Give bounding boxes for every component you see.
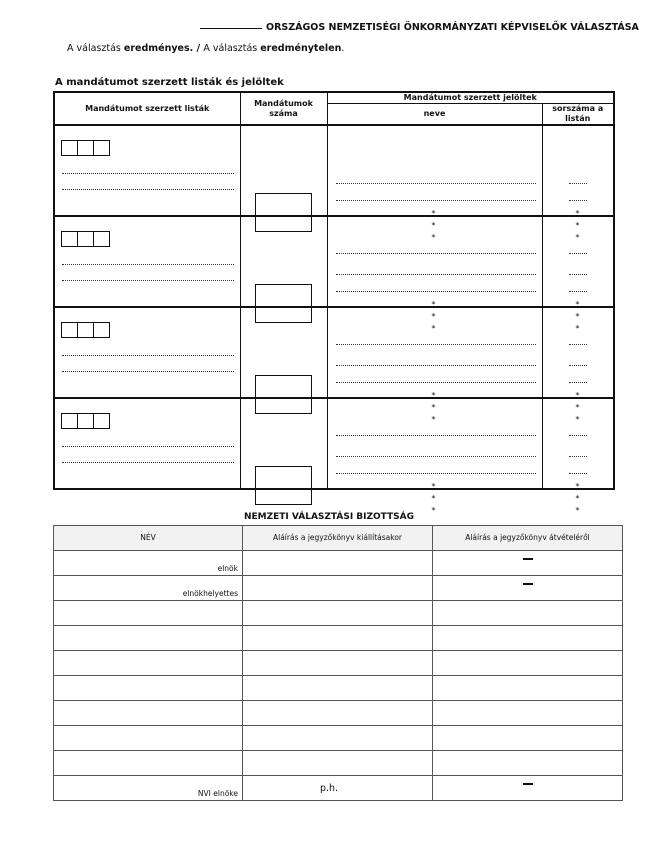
dash-mark	[523, 558, 533, 560]
result-line	[67, 43, 344, 54]
committee-member-name[interactable]: elnök	[54, 551, 243, 576]
order-number-line[interactable]	[569, 344, 587, 345]
candidate-name-line[interactable]	[336, 435, 536, 436]
star-marker: *	[575, 311, 580, 321]
list-name-line[interactable]	[62, 264, 234, 265]
signature-receive-field[interactable]	[433, 626, 623, 651]
signature-issue-field[interactable]	[243, 601, 433, 626]
candidate-name-line[interactable]	[336, 382, 536, 383]
star-marker: *	[431, 299, 436, 309]
list-code-box[interactable]	[93, 322, 110, 338]
result-prefix-2: A választás	[203, 43, 261, 54]
candidate-order-cell	[542, 125, 614, 242]
star-marker: *	[431, 414, 436, 424]
list-code-box[interactable]	[93, 413, 110, 429]
committee-col-name: NÉV	[54, 526, 243, 551]
result-prefix-1: A választás	[67, 43, 124, 54]
list-name-line[interactable]	[62, 446, 234, 447]
committee-row	[54, 601, 623, 626]
candidate-name-line[interactable]	[336, 473, 536, 474]
signature-issue-field[interactable]	[243, 576, 433, 601]
committee-member-name[interactable]	[54, 726, 243, 751]
star-marker: *	[575, 402, 580, 412]
order-number-line[interactable]	[569, 200, 587, 201]
star-marker: *	[575, 414, 580, 424]
mandate-block	[54, 307, 614, 398]
page-header	[200, 22, 640, 33]
list-name-line[interactable]	[62, 355, 234, 356]
candidate-names-cell	[327, 307, 542, 424]
candidate-name-line[interactable]	[336, 253, 536, 254]
star-marker: *	[431, 323, 436, 333]
candidate-names-cell	[327, 216, 542, 333]
committee-member-name[interactable]: NVI elnöke	[54, 776, 243, 801]
star-marker: *	[575, 323, 580, 333]
mandate-block	[54, 216, 614, 307]
col-header-order: sorszáma a listán	[542, 103, 614, 125]
committee-col-sign-issue: Aláírás a jegyzőkönyv kiállításakor	[243, 526, 433, 551]
signature-issue-field[interactable]	[243, 751, 433, 776]
committee-member-name[interactable]: elnökhelyettes	[54, 576, 243, 601]
mandate-count-cell	[240, 398, 327, 489]
header-title: ORSZÁGOS NEMZETISÉGI ÖNKORMÁNYZATI KÉPVISELŐK VÁLASZTÁSA	[266, 22, 639, 33]
result-suffix: .	[341, 43, 345, 54]
star-marker: *	[575, 299, 580, 309]
stamp-placeholder: p.h.	[319, 783, 339, 794]
committee-row	[54, 651, 623, 676]
candidate-order-cell	[542, 307, 614, 424]
committee-member-name[interactable]	[54, 751, 243, 776]
order-number-line[interactable]	[569, 435, 587, 436]
star-marker: *	[575, 232, 580, 242]
candidate-name-line[interactable]	[336, 183, 536, 184]
committee-row	[54, 551, 623, 576]
list-code-boxes[interactable]	[61, 322, 110, 338]
list-code-box[interactable]	[61, 140, 78, 156]
signature-receive-field[interactable]	[433, 701, 623, 726]
col-header-lists: Mandátumot szerzett listák	[54, 92, 240, 125]
signature-issue-field[interactable]	[243, 701, 433, 726]
committee-row	[54, 676, 623, 701]
candidate-order-cell	[542, 216, 614, 333]
signature-issue-field[interactable]	[243, 626, 433, 651]
signature-issue-field[interactable]	[243, 551, 433, 576]
list-code-box[interactable]	[61, 413, 78, 429]
signature-receive-field[interactable]	[433, 601, 623, 626]
list-name-line[interactable]	[62, 173, 234, 174]
star-marker: *	[431, 311, 436, 321]
candidate-name-line[interactable]	[336, 365, 536, 366]
signature-receive-field[interactable]	[433, 651, 623, 676]
committee-row	[54, 626, 623, 651]
mandate-blocks	[54, 125, 614, 515]
list-code-box[interactable]	[93, 140, 110, 156]
star-marker: *	[431, 493, 436, 503]
star-marker: *	[431, 390, 436, 400]
signature-receive-field[interactable]	[433, 551, 623, 576]
star-marker: *	[431, 208, 436, 218]
candidate-name-line[interactable]	[336, 344, 536, 345]
list-name-line[interactable]	[62, 280, 234, 281]
list-code-box[interactable]	[61, 322, 78, 338]
list-code-boxes[interactable]	[61, 231, 110, 247]
signature-receive-field[interactable]	[433, 726, 623, 751]
list-name-line[interactable]	[62, 462, 234, 463]
list-cell	[54, 307, 240, 398]
signature-issue-field[interactable]	[243, 726, 433, 751]
order-number-line[interactable]	[569, 253, 587, 254]
committee-member-name[interactable]	[54, 601, 243, 626]
star-marker: *	[431, 220, 436, 230]
signature-issue-field[interactable]	[243, 676, 433, 701]
header-blank-line[interactable]	[200, 28, 262, 29]
signature-receive-field[interactable]	[433, 676, 623, 701]
dash-mark	[523, 583, 533, 585]
star-marker: *	[431, 402, 436, 412]
list-code-boxes[interactable]	[61, 140, 110, 156]
mandate-count-cell	[240, 125, 327, 216]
list-code-box[interactable]	[77, 322, 94, 338]
committee-row	[54, 576, 623, 601]
committee-row	[54, 726, 623, 751]
result-unsuccessful[interactable]: eredménytelen	[260, 43, 342, 54]
mandate-count-cell	[240, 216, 327, 307]
star-marker: *	[575, 505, 580, 515]
list-name-line[interactable]	[62, 189, 234, 190]
order-number-line[interactable]	[569, 365, 587, 366]
order-number-line[interactable]	[569, 382, 587, 383]
star-marker: *	[575, 493, 580, 503]
list-code-box[interactable]	[61, 231, 78, 247]
order-number-line[interactable]	[569, 473, 587, 474]
list-code-box[interactable]	[93, 231, 110, 247]
candidate-order-cell	[542, 398, 614, 515]
list-code-box[interactable]	[77, 413, 94, 429]
col-header-name: neve	[327, 103, 542, 125]
candidate-name-line[interactable]	[336, 291, 536, 292]
committee-member-name[interactable]	[54, 626, 243, 651]
committee-title: NEMZETI VÁLASZTÁSI BIZOTTSÁG	[243, 512, 415, 522]
signature-receive-field[interactable]	[433, 576, 623, 601]
result-separator: /	[193, 43, 204, 54]
candidate-name-line[interactable]	[336, 456, 536, 457]
mandate-table	[53, 91, 615, 515]
mandate-block	[54, 125, 614, 216]
mandate-count-box[interactable]	[255, 466, 312, 505]
list-code-box[interactable]	[77, 231, 94, 247]
star-marker: *	[431, 232, 436, 242]
committee-row	[54, 701, 623, 726]
star-marker: *	[575, 208, 580, 218]
star-marker: *	[431, 505, 436, 515]
order-number-line[interactable]	[569, 456, 587, 457]
committee-member-name[interactable]	[54, 676, 243, 701]
order-number-line[interactable]	[569, 183, 587, 184]
signature-receive-field[interactable]	[433, 751, 623, 776]
star-marker: *	[575, 220, 580, 230]
candidate-names-cell	[327, 398, 542, 515]
mandate-count-cell	[240, 307, 327, 398]
col-header-mandates: Mandátumok száma	[240, 92, 327, 125]
star-marker: *	[431, 481, 436, 491]
committee-row	[54, 751, 623, 776]
candidate-name-line[interactable]	[336, 200, 536, 201]
col-header-candidates: Mandátumot szerzett jelöltek	[327, 92, 614, 103]
committee-table	[53, 525, 623, 801]
committee-member-name[interactable]	[54, 651, 243, 676]
result-successful[interactable]: eredményes.	[123, 43, 194, 54]
candidate-name-line[interactable]	[336, 274, 536, 275]
list-code-boxes[interactable]	[61, 413, 110, 429]
committee-rows	[54, 551, 623, 801]
signature-issue-field[interactable]	[243, 651, 433, 676]
star-marker: *	[575, 390, 580, 400]
order-number-line[interactable]	[569, 274, 587, 275]
mandate-section-title: A mandátumot szerzett listák és jelöltek	[55, 77, 284, 88]
list-name-line[interactable]	[62, 371, 234, 372]
star-marker: *	[575, 481, 580, 491]
list-code-box[interactable]	[77, 140, 94, 156]
mandate-block	[54, 398, 614, 489]
candidate-names-cell	[327, 125, 542, 242]
list-cell	[54, 398, 240, 489]
order-number-line[interactable]	[569, 291, 587, 292]
list-cell	[54, 125, 240, 216]
committee-member-name[interactable]	[54, 701, 243, 726]
list-cell	[54, 216, 240, 307]
committee-col-sign-receive: Aláírás a jegyzőkönyv átvételéről	[433, 526, 623, 551]
